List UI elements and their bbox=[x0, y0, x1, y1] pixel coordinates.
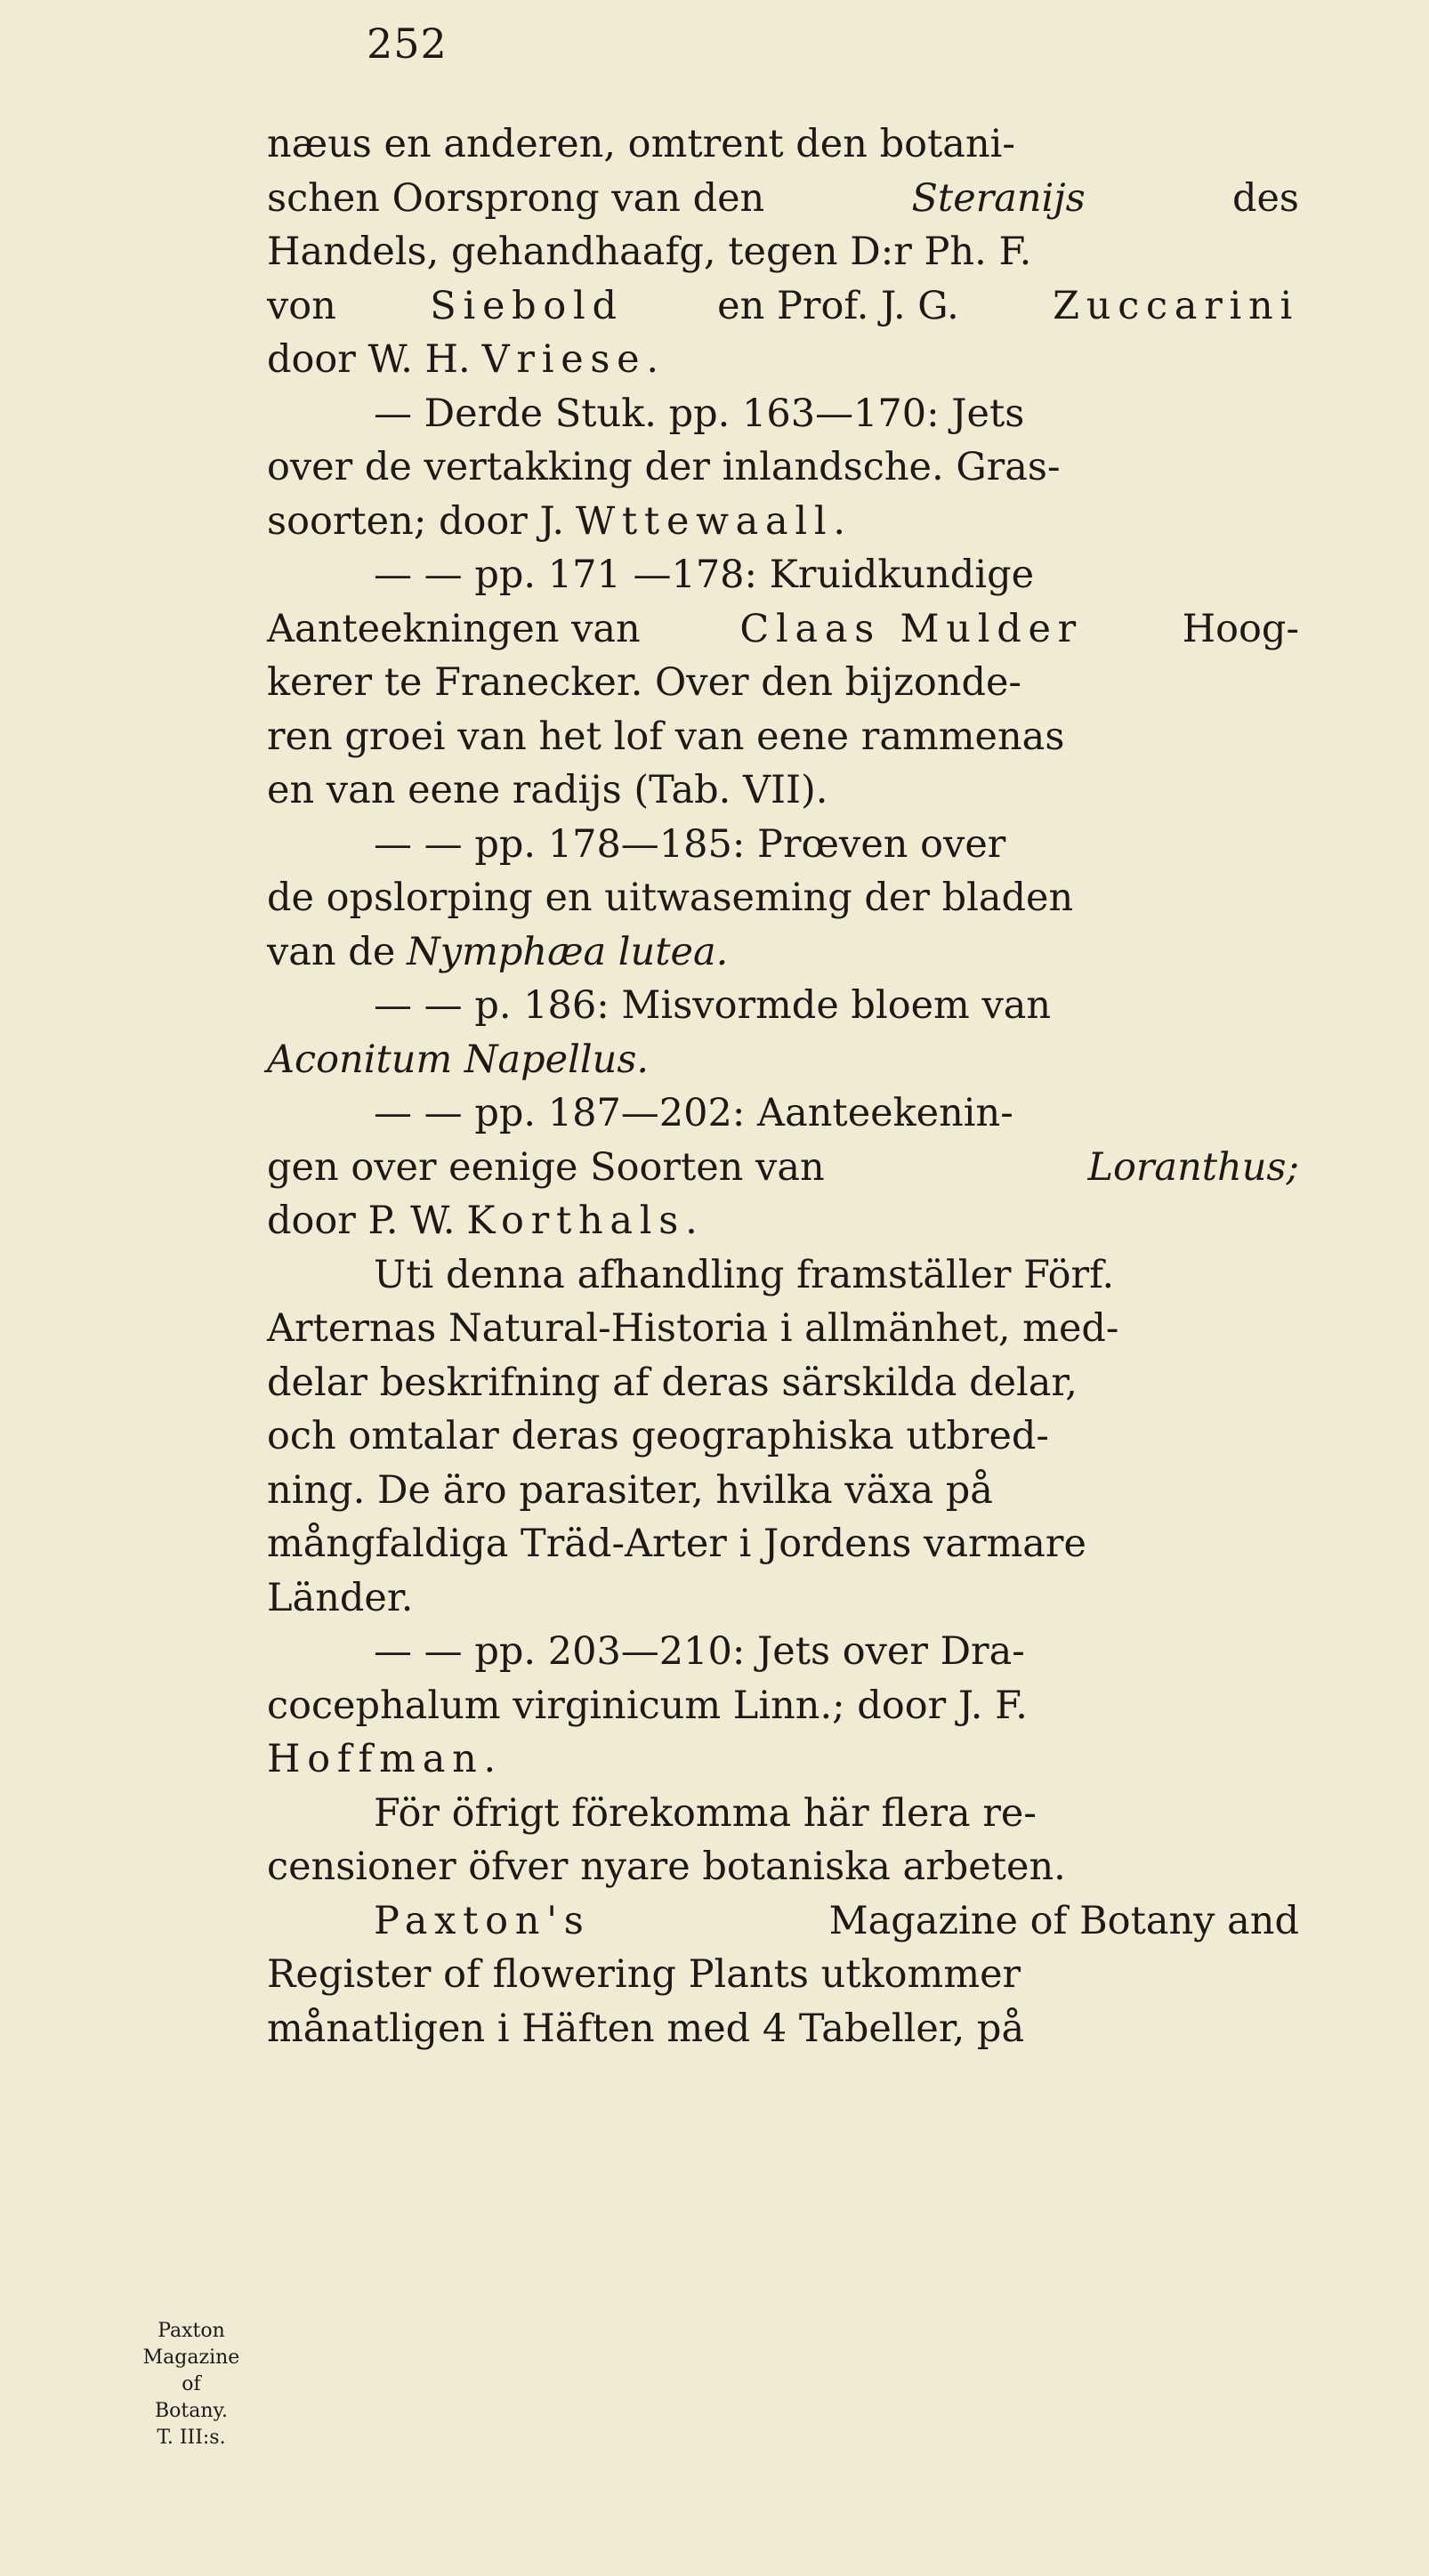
text-line bbox=[267, 172, 1299, 226]
text-line bbox=[267, 440, 1299, 495]
text-run: Handels, gehandhaafg, tegen D:r Ph. F. bbox=[267, 230, 1032, 274]
text-run: Hoog- bbox=[1182, 606, 1299, 651]
text-run: ren groei van het lof van eene rammenas bbox=[267, 714, 1065, 759]
text-run: ning. De äro parasiter, hvilka växa på bbox=[267, 1467, 993, 1513]
text-line bbox=[267, 979, 1299, 1033]
text-run: door W. H. bbox=[267, 337, 471, 382]
text-run: van de bbox=[267, 929, 396, 974]
text-run: — — p. 186: Misvormde bloem van bbox=[374, 983, 1052, 1028]
text-run: næus en anderen, omtrent den botani- bbox=[267, 122, 1015, 166]
text-run: schen Oorsprong van den bbox=[267, 175, 765, 221]
margin-note-line: T. III:s. bbox=[157, 2427, 226, 2449]
text-run: Länder. bbox=[267, 1575, 414, 1620]
italic-term: Nymphæa lutea. bbox=[407, 929, 729, 974]
author-name: Wttewaall. bbox=[575, 498, 852, 544]
margin-note-line: of bbox=[182, 2373, 201, 2395]
text-line bbox=[267, 1302, 1299, 1356]
text-run: Register of flowering Plants utkommer bbox=[267, 1952, 1021, 1997]
author-name: Korthals. bbox=[466, 1199, 705, 1243]
text-run: gen over eenige Soorten van bbox=[267, 1144, 825, 1190]
text-run: cocephalum virginicum Linn.; door J. F. bbox=[267, 1683, 1028, 1728]
text-run: soorten; door J. bbox=[267, 498, 565, 544]
text-run: — — pp. 171 —178: Kruidkundige bbox=[374, 553, 1035, 597]
margin-note-line: Paxton bbox=[157, 2320, 225, 2342]
text-run: Magazine of Botany and bbox=[828, 1898, 1299, 1943]
text-line bbox=[267, 1787, 1299, 1841]
text-run: von bbox=[267, 283, 336, 328]
author-name: Hoffman. bbox=[267, 1737, 503, 1781]
text-line bbox=[267, 925, 1299, 980]
italic-term: Steranijs bbox=[911, 175, 1086, 221]
text-line bbox=[267, 225, 1299, 279]
text-line bbox=[267, 656, 1299, 710]
text-line bbox=[267, 1732, 1299, 1787]
text-line bbox=[267, 710, 1299, 764]
author-name: Zuccarini bbox=[1053, 283, 1299, 328]
text-run: de opslorping en uitwaseming der bladen bbox=[267, 876, 1074, 920]
text-line bbox=[267, 495, 1299, 549]
text-line bbox=[267, 1571, 1299, 1626]
page-number: 252 bbox=[367, 20, 448, 68]
text-line bbox=[267, 1894, 1299, 1949]
text-run: delar beskrifning af deras särskilda delar, bbox=[267, 1360, 1078, 1405]
text-run: over de vertakking der inlandsche. Gras- bbox=[267, 445, 1061, 489]
margin-note-line: Magazine bbox=[142, 2346, 240, 2369]
text-run: kerer te Franecker. Over den bijzonde- bbox=[267, 660, 1021, 705]
text-run: en van eene radijs (Tab. VII). bbox=[267, 768, 828, 812]
text-run: — Derde Stuk. pp. 163—170: Jets bbox=[374, 391, 1025, 436]
text-line bbox=[267, 1840, 1299, 1894]
text-line bbox=[267, 1679, 1299, 1733]
author-name: Claas Mulder bbox=[739, 606, 1083, 651]
text-line bbox=[267, 333, 1299, 387]
text-run: Aanteekningen van bbox=[267, 606, 641, 651]
italic-term: Loranthus; bbox=[1087, 1144, 1299, 1190]
author-name: Siebold bbox=[430, 283, 624, 328]
text-run: — — pp. 178—185: Prœven over bbox=[374, 821, 1006, 867]
text-run: Arternas Natural-Historia i allmänhet, med- bbox=[267, 1306, 1119, 1351]
text-run: des bbox=[1231, 175, 1299, 221]
author-name: Paxton's bbox=[374, 1898, 591, 1943]
text-line bbox=[267, 387, 1299, 441]
text-run: — — pp. 203—210: Jets over Dra- bbox=[374, 1629, 1025, 1674]
text-run: censioner öfver nyare botaniska arbeten. bbox=[267, 1845, 1066, 1889]
text-line bbox=[267, 1464, 1299, 1518]
text-line bbox=[267, 1625, 1299, 1679]
text-line bbox=[267, 1248, 1299, 1303]
text-run: Uti denna afhandling framställer Förf. bbox=[374, 1252, 1115, 1297]
text-line bbox=[267, 871, 1299, 925]
text-run: och omtalar deras geographiska utbred- bbox=[267, 1414, 1049, 1458]
text-run: månatligen i Häften med 4 Tabeller, på bbox=[267, 2006, 1025, 2051]
text-line bbox=[267, 1517, 1299, 1571]
margin-note-line: Botany. bbox=[154, 2400, 229, 2422]
text-run: mångfaldiga Träd-Arter i Jordens varmare bbox=[267, 1522, 1086, 1566]
author-name: Vriese. bbox=[481, 337, 666, 382]
margin-note bbox=[125, 2318, 258, 2451]
text-line bbox=[267, 117, 1299, 172]
text-run: För öfrigt förekomma här flera re- bbox=[374, 1790, 1037, 1836]
text-column bbox=[267, 117, 1299, 2055]
text-line bbox=[267, 818, 1299, 872]
text-run: — — pp. 187—202: Aanteekenin- bbox=[374, 1091, 1013, 1135]
text-line bbox=[267, 763, 1299, 818]
text-run: en Prof. J. G. bbox=[717, 283, 959, 328]
text-run: door P. W. bbox=[267, 1199, 456, 1243]
text-line bbox=[267, 548, 1299, 602]
text-line bbox=[267, 1086, 1299, 1141]
italic-term: Aconitum Napellus. bbox=[267, 1037, 650, 1082]
text-line bbox=[267, 1141, 1299, 1195]
text-line bbox=[267, 279, 1299, 334]
text-line bbox=[267, 1409, 1299, 1464]
text-line bbox=[267, 2002, 1299, 2056]
text-line bbox=[267, 1356, 1299, 1410]
text-line bbox=[267, 1033, 1299, 1087]
text-line bbox=[267, 1948, 1299, 2002]
text-line bbox=[267, 1194, 1299, 1248]
text-line bbox=[267, 602, 1299, 657]
